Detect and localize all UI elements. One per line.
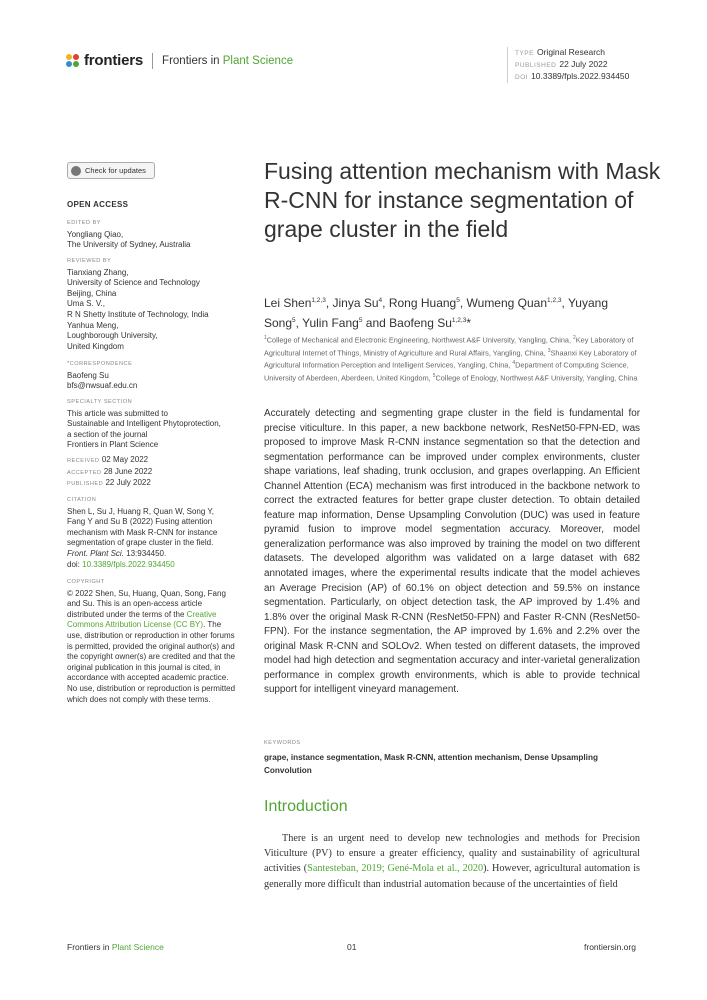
divider <box>152 53 153 69</box>
frontiers-logo-icon <box>66 54 80 68</box>
meta-type: TYPE Original Research <box>515 47 606 57</box>
open-access-label: OPEN ACCESS <box>67 200 129 209</box>
page-number: 01 <box>347 942 357 952</box>
reference-link[interactable]: Santesteban, 2019; Gené-Mola et al., 2020 <box>307 863 484 875</box>
author[interactable]: Baofeng Su$^{1,2,3}$ <box>389 316 467 330</box>
introduction-body: There is an urgent need to develop new technologies and methods for Precision Viticulture (PV) to ensure a greater efficiency, quality and sustainability of agricultural activities (Santesteban, 2019; Gené-Mola et al., 2020). However, agricultural automation is generally more difficult than industrial automation because of the uncertainties of field <box>264 833 640 890</box>
affiliations: $^1$College of Mechanical and Electronic Engineering, Northwest A&F University, Yangling, China, $^2$Key Laboratory of Agricultural Internet of Things, Ministry of Agriculture and Rural Affairs, Yangling, China, $^3$Shaanxi Key Laboratory of Agricultural Information Perception and Intelligent Services, Yangling, China, $^4$Department of Computing Science, University of Aberdeen, Aberdeen, United Kingdom, $^5$College of Enology, Northwest A&F University, Yangling, China <box>264 335 638 382</box>
brand-name: frontiers <box>84 52 144 69</box>
author[interactable]: Yulin Fang$^5$ <box>302 316 363 330</box>
article-title: Fusing attention mechanism with Mask R-CNN for instance segmentation of grape cluster in the field <box>264 158 661 242</box>
dates-section: RECEIVED 02 May 2022 ACCEPTED 28 June 2022 PUBLISHED 22 July 2022 <box>67 455 153 488</box>
copyright-section: COPYRIGHT © 2022 Shen, Su, Huang, Quan, Song, Fang and Su. This is an open-access article distributed under the terms of the Creative Commons Attribution License (CC BY). The use, distribution or reproduction in other forums is permitted, provided the original author(s) and the copyright owner(s) are credited and that the original publication in this journal is cited, in accordance with accepted academic practice. No use, distribution or reproduction is permitted which does not comply with these terms. <box>67 579 236 704</box>
footer-journal: Frontiers in Plant Science <box>67 942 164 952</box>
cc-license-link[interactable]: Creative Commons Attribution License (CC BY) <box>67 609 217 630</box>
keywords-label: KEYWORDS <box>264 740 301 746</box>
check-for-updates-button[interactable] <box>67 162 155 179</box>
correspondence-section: *CORRESPONDENCE Baofeng Su bfs@nwsuaf.edu.cn <box>67 359 237 392</box>
footer-site-link[interactable]: frontiersin.org <box>584 942 636 952</box>
author[interactable]: Rong Huang$^5$ <box>388 296 460 310</box>
edited-by-section: EDITED BY Yongliang Qiao, The University of Sydney, Australia <box>67 220 191 250</box>
author[interactable]: Yuyang Song$^5$ <box>264 296 608 330</box>
author-list: Lei Shen$^{1,2,3}$, Jinya Su$^4$, Rong Huang$^5$, Wumeng Quan$^{1,2,3}$, Yuyang Song$^5$, Yulin Fang$^5$ and Baofeng Su$^{1,2,3}$* <box>264 296 608 330</box>
reviewed-by-section: REVIEWED BY Tianxiang Zhang, University of Science and Technology Beijing, China Uma S. V., R N Shetty Institute of Technology, India Yanhua Meng, Loughborough University, United Kingdom <box>67 258 209 351</box>
section-heading-introduction: Introduction <box>264 798 348 815</box>
abstract: Accurately detecting and segmenting grape cluster in the field is fundamental for precise viticulture. In this paper, a new backbone network, ResNet50-FPN-ED, was proposed to improve Mask R-CNN instance segmentation so that the detection and segmentation performance can be improved under complex environments, cluster shape variations, leaf shading, trunk occlusion, and grapes overlapping. An Efficient Channel Attention (ECA) mechanism was first introduced in the backbone network to correct the extracted features for better grape cluster detection. To obtain detailed feature map information, Dense Upsampling Convolution (DUC) was used in feature pyramid fusion to improve model segmentation accuracy. Moreover, model generalization performance was also improved by training the model on two different datasets. The developed algorithm was validated on a large dataset with 682 annotated images, where the experimental results indicate that the model achieves an Average Precision (AP) of 60.1% on object detection and 59.5% on instance segmentation. Particularly, on object detection task, the AP improved by 1.4% and 1.8% over the original Mask R-CNN (ResNet50-FPN) and Faster R-CNN (ResNet50-FPN). For the instance segmentation, the AP improved by 1.6% and 2.2% over the original Mask R-CNN and SOLOv2. When tested on different datasets, the improved model had high detection and segmentation accuracy and inter-varietal generalization performance in complex growth environments, which is able to provide technical support for intelligent vineyard management. <box>264 408 640 696</box>
specialty-section: SPECIALTY SECTION This article was submitted to Sustainable and Intelligent Phytoprotection, a section of the journal Frontiers in Plant Science <box>67 399 221 450</box>
journal-logo[interactable] <box>66 52 293 69</box>
meta-published: PUBLISHED 22 July 2022 <box>515 59 608 69</box>
keywords: grape, instance segmentation, Mask R-CNN, attention mechanism, Dense Upsampling Convolution <box>264 753 598 775</box>
journal-name: Frontiers in Plant Science <box>162 54 294 67</box>
update-icon <box>71 166 81 176</box>
citation-section: CITATION Shen L, Su J, Huang R, Quan W, Song Y, Fang Y and Su B (2022) Fusing attention mechanism with Mask R-CNN for instance segmentation of grape cluster in the field. Front. Plant Sci. 13:934450. doi: 10.3389/fpls.2022.934450 <box>67 497 218 569</box>
author[interactable]: Jinya Su$^4$ <box>332 296 383 310</box>
citation-doi-link[interactable]: 10.3389/fpls.2022.934450 <box>82 559 175 569</box>
correspondence-email[interactable]: bfs@nwsuaf.edu.cn <box>67 381 138 391</box>
check-updates-label: Check for updates <box>85 166 146 175</box>
author[interactable]: Lei Shen$^{1,2,3}$ <box>264 296 326 310</box>
article-meta <box>507 47 629 83</box>
author[interactable]: Wumeng Quan$^{1,2,3}$ <box>466 296 562 310</box>
meta-doi: DOI 10.3389/fpls.2022.934450 <box>515 71 630 81</box>
